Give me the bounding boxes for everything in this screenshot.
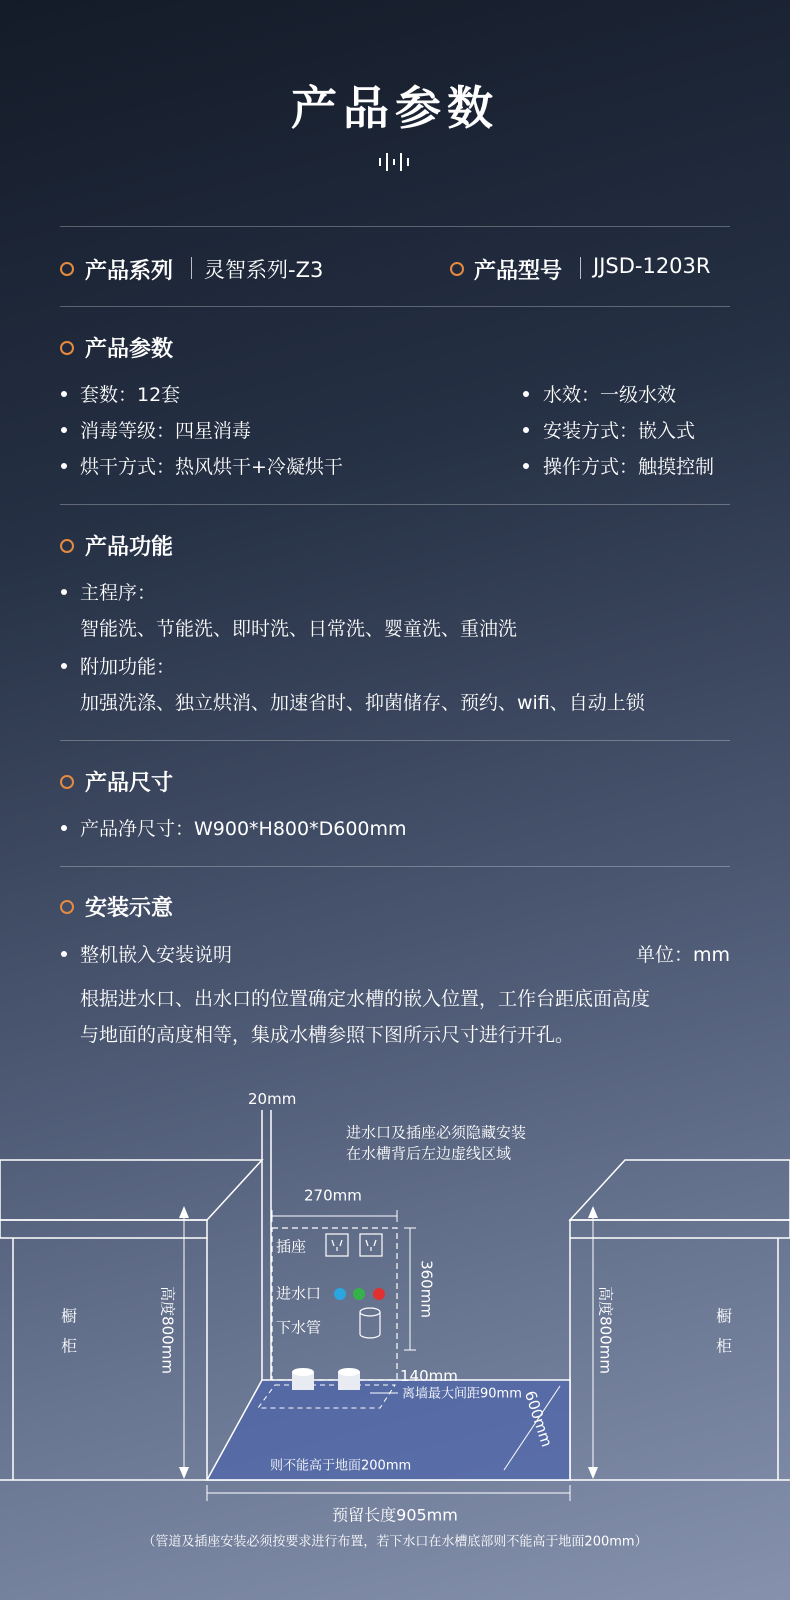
box-width-label: 270mm: [304, 1186, 362, 1205]
depth-label: 600mm: [520, 1388, 556, 1450]
note-line-2: 在水槽背后左边虚线区域: [346, 1144, 512, 1163]
ring-bullet-icon: [60, 262, 74, 276]
footnote: （管道及插座安装必须按要求进行布置，若下水口在水槽底部则不能高于地面200mm）: [142, 1534, 648, 1550]
divider: [60, 740, 730, 741]
ring-bullet-icon: [60, 341, 74, 355]
inlet-red-dot: [373, 1288, 385, 1300]
cabinet-right-char-2: 柜: [715, 1336, 733, 1356]
model-value: JJSD-1203R: [593, 254, 711, 278]
cabinet-left-char-1: 橱: [60, 1306, 78, 1326]
separator: [580, 257, 581, 279]
extra-function-label: 附加功能：: [80, 656, 176, 678]
inlet-blue-dot: [334, 1288, 346, 1300]
floor-note: 则不能高于地面200mm: [270, 1458, 412, 1474]
series-label: 产品系列: [85, 259, 174, 284]
ring-bullet-icon: [60, 539, 74, 553]
bullet: [523, 391, 529, 397]
param-left-3: 烘干方式：热风烘干+冷凝烘干: [80, 456, 343, 478]
series-value: 灵智系列-Z3: [204, 258, 324, 282]
size-item: 产品净尺寸：W900*H800*D600mm: [80, 818, 407, 840]
left-cabinet-front-edge: [0, 1220, 207, 1238]
sound-wave-icon: [378, 150, 412, 174]
install-desc-line-2: 与地面的高度相等，集成水槽参照下图所示尺寸进行开孔。: [80, 1024, 575, 1046]
drain-pipe-icon: [360, 1308, 380, 1338]
bullet: [61, 427, 67, 433]
install-heading: 安装示意: [85, 896, 174, 921]
install-desc-line-1: 根据进水口、出水口的位置确定水槽的嵌入位置，工作台距底面高度: [80, 988, 651, 1010]
floor-pipe-icon: [338, 1368, 360, 1390]
floor-pipe-icon: [292, 1368, 314, 1390]
size-heading: 产品尺寸: [85, 771, 174, 796]
left-cabinet-top: [0, 1160, 262, 1220]
param-right-1: 水效：一级水效: [543, 384, 677, 406]
param-right-3: 操作方式：触摸控制: [543, 456, 715, 478]
separator: [191, 257, 192, 279]
ring-bullet-icon: [60, 900, 74, 914]
model-label: 产品型号: [474, 259, 563, 284]
functions-heading: 产品功能: [85, 535, 174, 560]
height-left-label: 高度800mm: [158, 1286, 177, 1374]
gap-label: 140mm: [400, 1367, 458, 1385]
height-right-label: 高度800mm: [596, 1286, 615, 1374]
params-heading: 产品参数: [85, 337, 174, 362]
cabinet-right-char-1: 橱: [715, 1306, 733, 1326]
page-title: 产品参数: [291, 81, 499, 135]
box-height-label: 360mm: [417, 1260, 436, 1318]
bullet: [61, 463, 67, 469]
bullet: [61, 663, 67, 669]
installation-diagram: [0, 1090, 790, 1600]
ring-bullet-icon: [450, 262, 464, 276]
main-program-label: 主程序：: [80, 582, 157, 604]
param-right-2: 安装方式：嵌入式: [543, 420, 696, 442]
inlet-green-dot: [353, 1288, 365, 1300]
divider: [60, 226, 730, 227]
bullet: [523, 463, 529, 469]
extra-function-value: 加强洗涤、独立烘消、加速省时、抑菌储存、预约、wifi、自动上锁: [80, 692, 645, 714]
unit-label: 单位：mm: [635, 944, 730, 966]
param-left-1: 套数：12套: [80, 384, 181, 406]
divider: [60, 306, 730, 307]
socket-icon: [360, 1234, 382, 1256]
bullet: [523, 427, 529, 433]
right-cabinet-top: [570, 1160, 790, 1220]
reserve-length-label: 预留长度905mm: [332, 1505, 458, 1525]
wall-distance-label: 离墙最大间距90mm: [402, 1386, 522, 1402]
ring-bullet-icon: [60, 775, 74, 789]
main-program-value: 智能洗、节能洗、即时洗、日常洗、婴童洗、重油洗: [80, 618, 518, 640]
divider: [60, 866, 730, 867]
install-item: 整机嵌入安装说明: [80, 944, 233, 966]
bullet: [61, 825, 67, 831]
bullet: [61, 951, 67, 957]
bullet: [61, 391, 67, 397]
inlet-label: 进水口: [276, 1284, 322, 1303]
top-width-label: 20mm: [248, 1090, 297, 1109]
param-left-2: 消毒等级：四星消毒: [80, 420, 252, 442]
bullet: [61, 589, 67, 595]
divider: [60, 504, 730, 505]
right-cabinet-front-edge: [570, 1220, 790, 1238]
socket-icon: [326, 1234, 348, 1256]
cabinet-left-char-2: 柜: [60, 1336, 78, 1356]
socket-label: 插座: [276, 1237, 307, 1256]
drain-label: 下水管: [276, 1318, 322, 1337]
note-line-1: 进水口及插座必须隐藏安装: [346, 1123, 527, 1142]
